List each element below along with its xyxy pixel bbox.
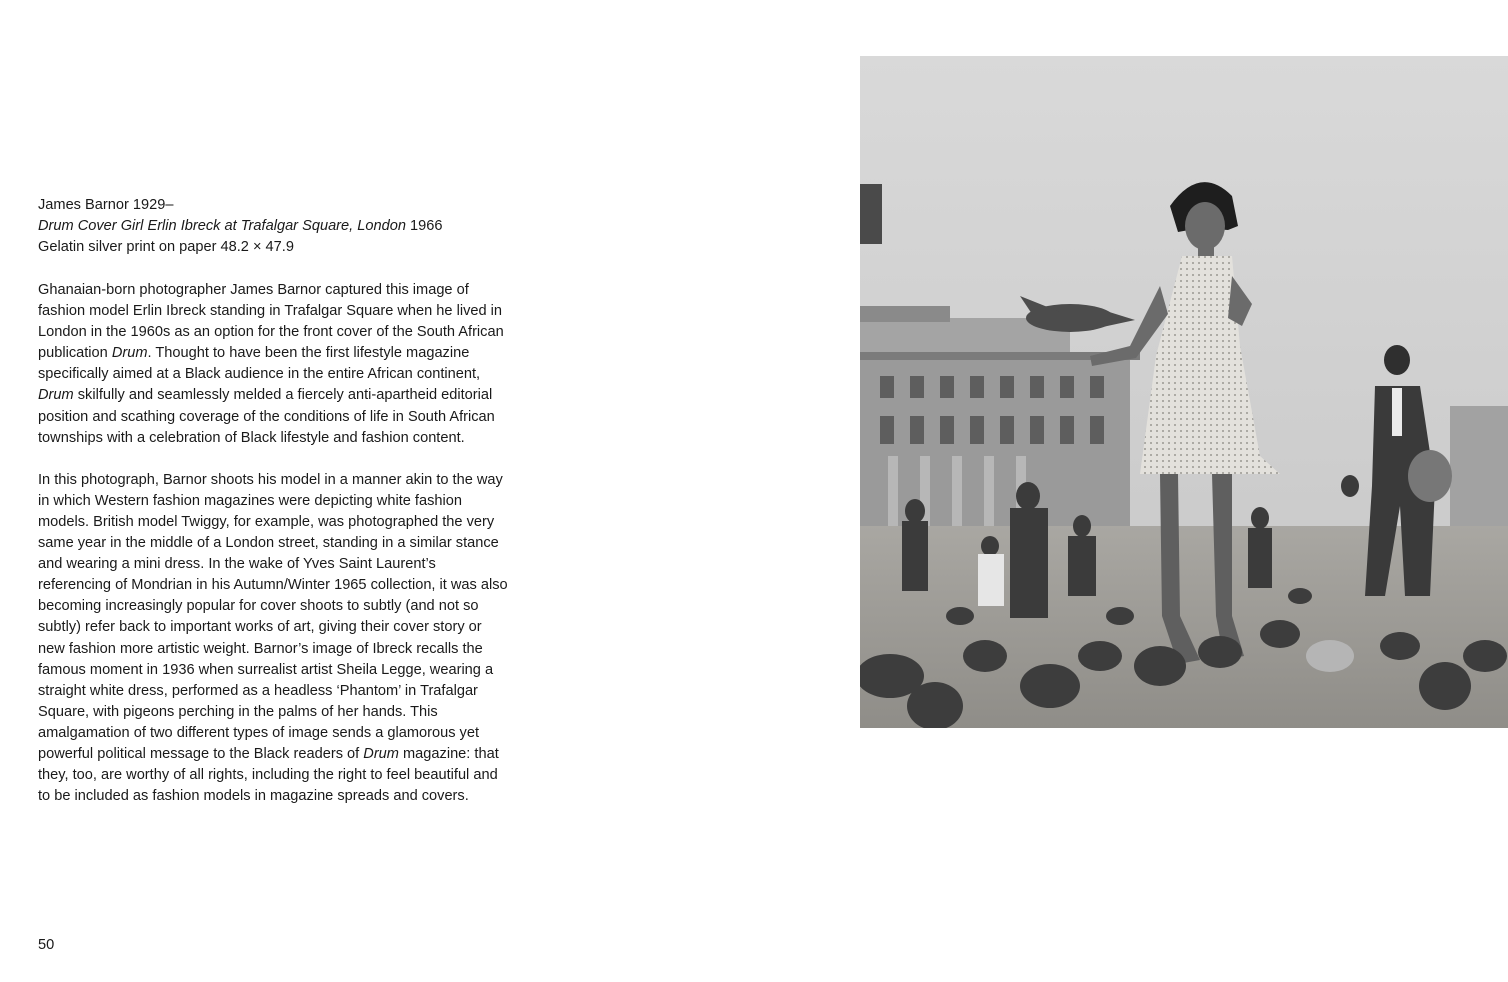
text-run: In this photograph, Barnor shoots his model in a manner akin to the way in which Western fashion magazines were depicting white fashion models. British model Twiggy, for example, was photographed the very same year in the middle of a London street, standing in a similar stance and wearing a mini dress. In the wake of Yves Saint Laurent’s referencing of Mondrian in his Autumn/Winter 1965 collection, it was also becoming increasingly popular for cover shoots to subtly (and not so subtly) refer back to important works of art, giving their cover story or new fashion more artistic weight. Barnor’s image of Ibreck recalls the famous moment in 1936 when surrealist artist Sheila Legge, wearing a straight white dress, performed as a headless ‘Phantom’ in Trafalgar Square, with pigeons perching in the palms of her hands. This amalgamation of two different types of image sends a glamorous yet powerful political message to the Black readers of	[38, 471, 508, 762]
photograph	[860, 56, 1508, 728]
text-run: . Thought to have been the first lifestyle magazine specifically aimed at a Black audience in the entire African continent,	[38, 345, 481, 383]
right-building	[1450, 406, 1508, 536]
essay-paragraph	[38, 280, 508, 449]
artwork-title-line	[38, 216, 508, 237]
column-fragment	[860, 184, 882, 244]
italic-text: Drum	[38, 387, 74, 404]
text-run: skilfully and seamlessly melded a fiercely anti-apartheid editorial position and scathing coverage of the conditions of life in South African townships with a celebration of Black lifestyle and fashion content.	[38, 387, 495, 446]
italic-text: Drum	[111, 345, 148, 362]
artwork-medium: Gelatin silver print on paper 48.2 × 47.9	[38, 239, 294, 255]
essay-paragraph	[38, 470, 508, 808]
text-run: magazine: that they, too, are worthy of all rights, including the right to feel beautiful and to be included as fashion models in magazine spreads and covers.	[38, 745, 499, 805]
artwork-year: 1966	[405, 218, 443, 234]
italic-text: Drum	[363, 745, 399, 762]
artwork-caption	[38, 195, 508, 258]
text-run: Ghanaian-born photographer James Barnor captured this image of fashion model Erlin Ibreck standing in Trafalgar Square when he lived in London in the 1960s as an option for the front cover of the South African publication	[38, 282, 504, 362]
artist-name: James Barnor 1929–	[38, 197, 174, 213]
page-number: 50	[38, 937, 55, 953]
artwork-title: Drum Cover Girl Erlin Ibreck at Trafalgar Square, London	[38, 218, 406, 234]
essay-text	[38, 280, 508, 828]
